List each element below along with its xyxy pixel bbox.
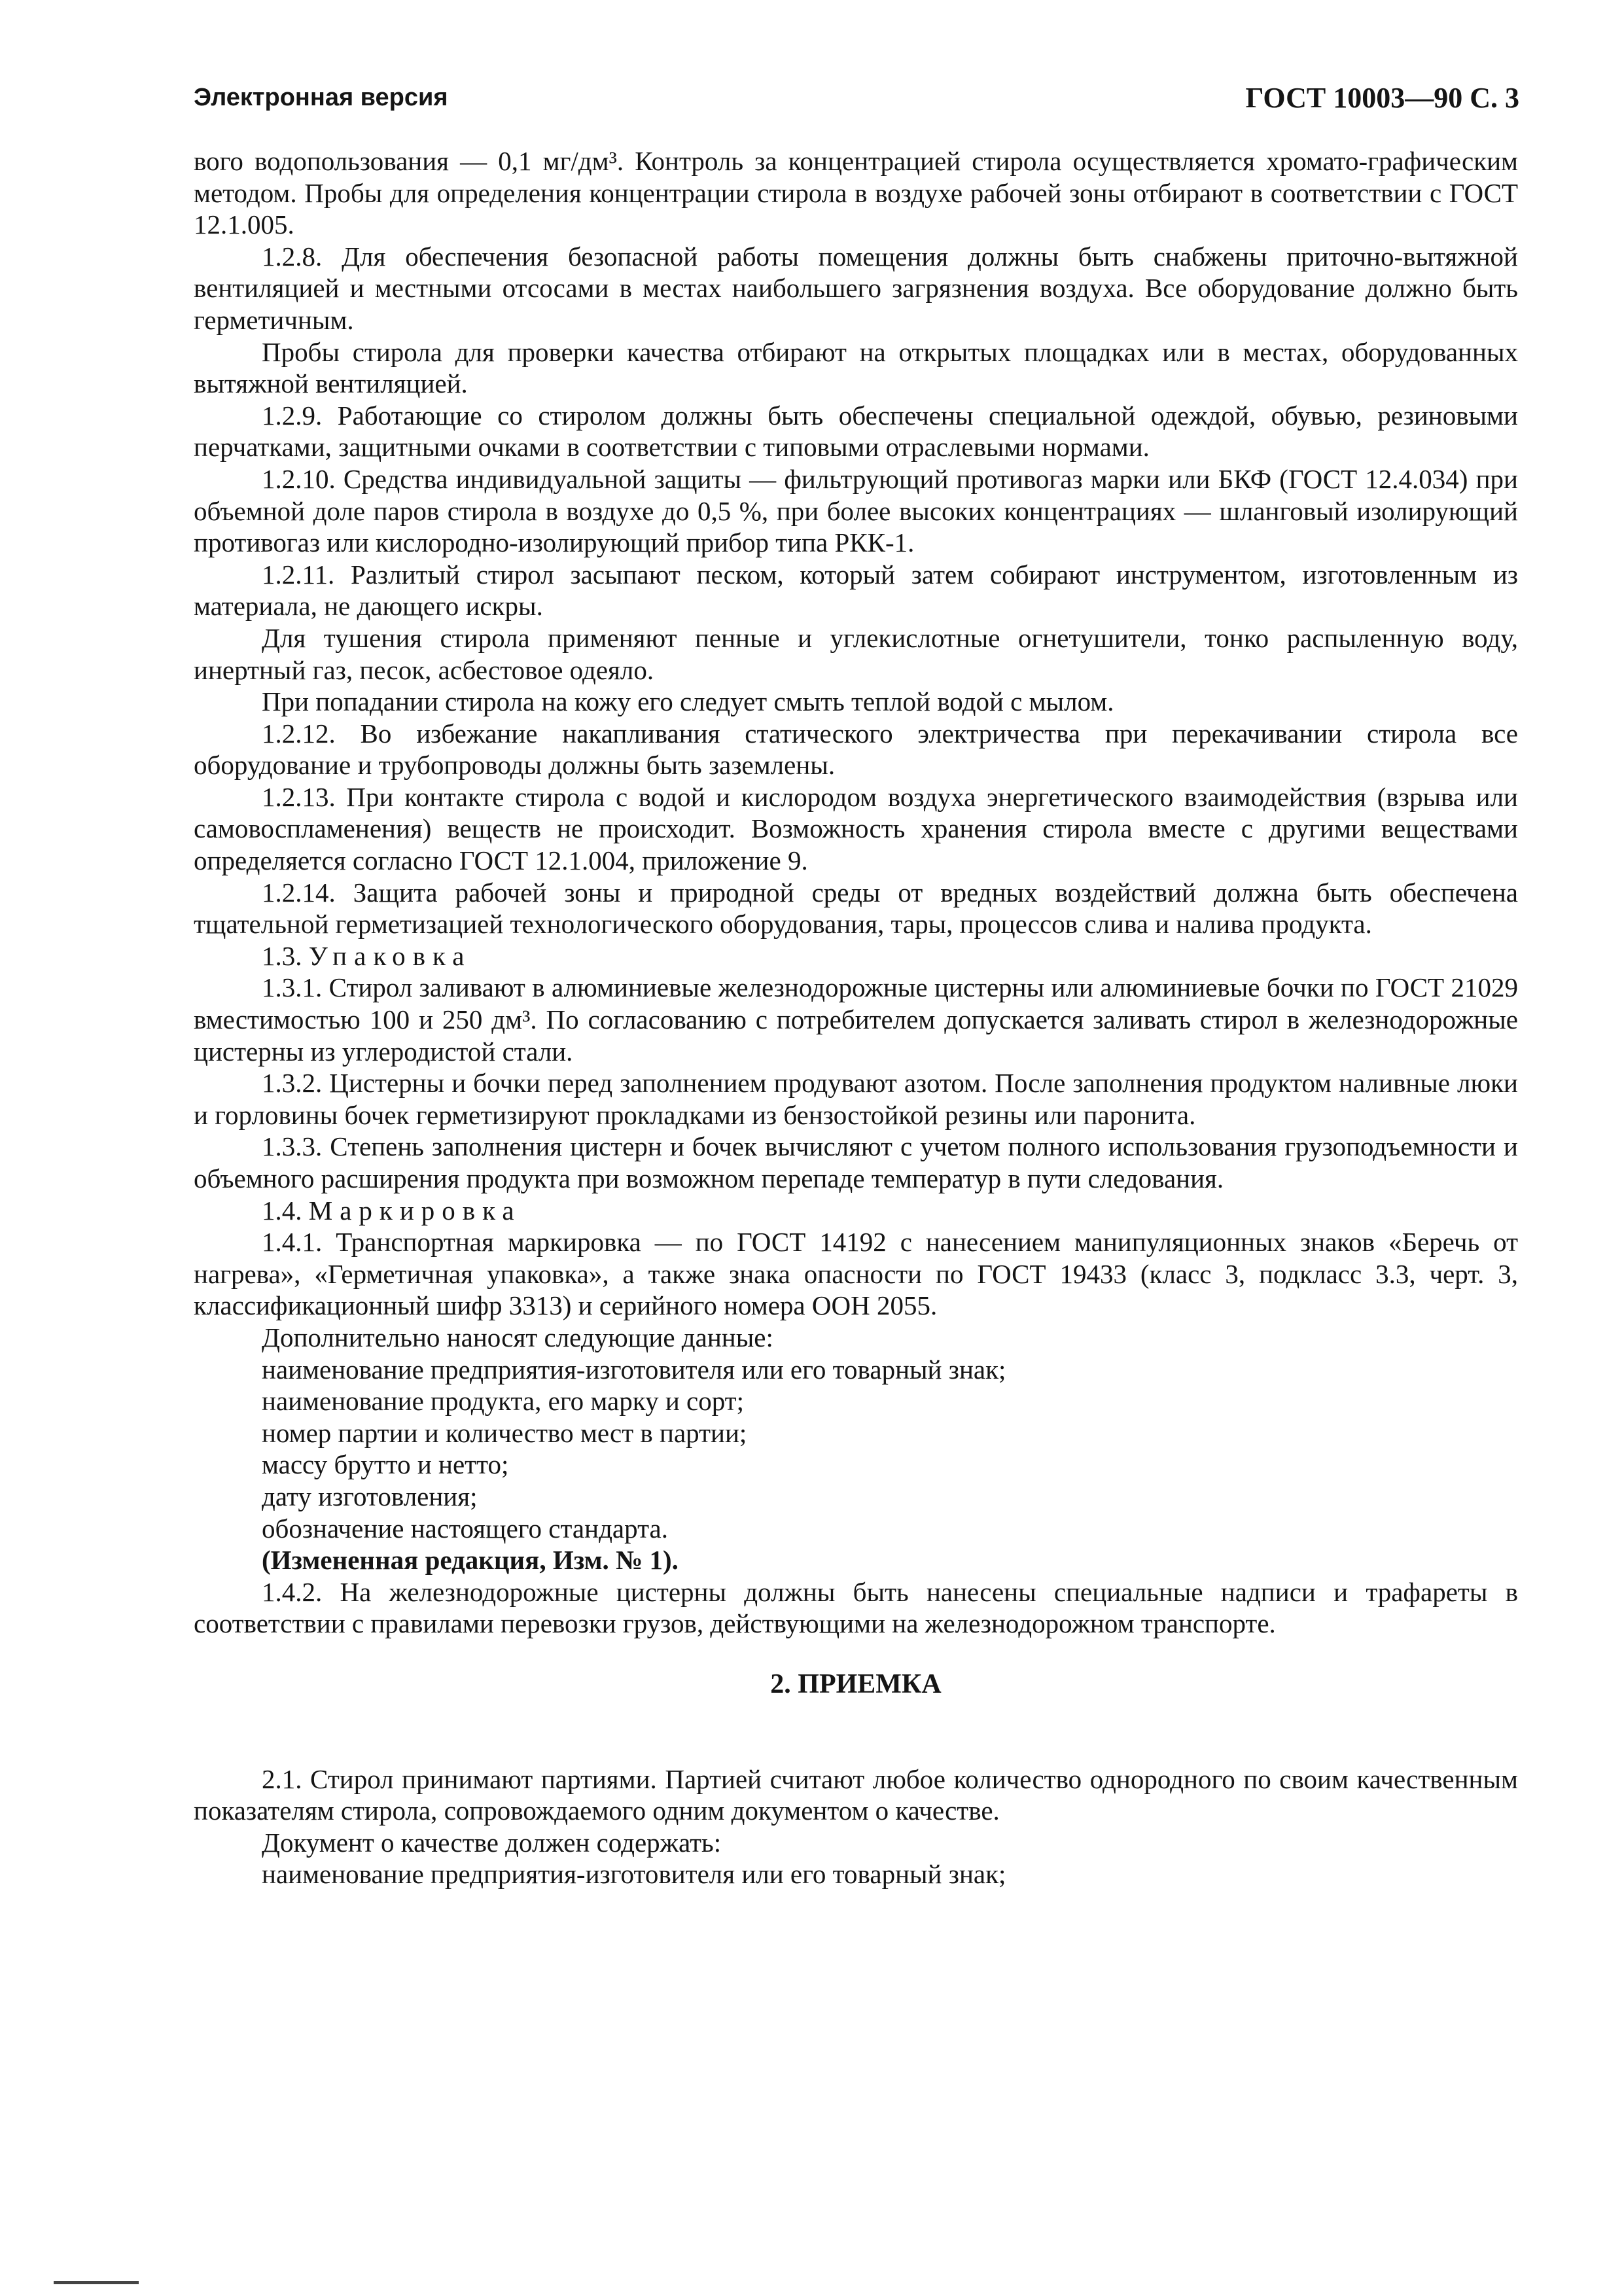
subsection-title: Маркировка	[308, 1195, 521, 1226]
section-heading-acceptance: 2. ПРИЕМКА	[770, 1669, 942, 1699]
subsection-heading-marking	[194, 1195, 1518, 1227]
list-item: наименование предприятия-изготовителя или его товарный знак;	[262, 1354, 1006, 1385]
paragraph-2-1: 2.1. Стирол принимают партиями. Партией считают любое количество однородного по своим качественным показателям стирола, сопровождаемого одним документом о качестве.	[194, 1763, 1518, 1826]
paragraph-1-2-9: 1.2.9. Работающие со стиролом должны быть обеспечены специальной одеждой, обувью, резиновыми перчатками, защитными очками в соответствии с типовыми отраслевыми нормами.	[194, 400, 1518, 463]
paragraph-1-3-2: 1.3.2. Цистерны и бочки перед заполнением продувают азотом. После заполнения продуктом наливные люки и горловины бочек герметизируют прокладками из бензостойкой резины или паронита.	[194, 1068, 1518, 1130]
paragraph-1-2-8: 1.2.8. Для обеспечения безопасной работы помещения должны быть снабжены приточно-вытяжной вентиляцией и местными отсосами в местах наибольшего загрязнения воздуха. Все оборудование должно быть герметичным.	[194, 241, 1518, 335]
paragraph-1-2-14: 1.2.14. Защита рабочей зоны и природной среды от вредных воздействий должна быть обеспечена тщательной герметизацией технологического оборудования, тары, процессов слива и налива продукта.	[194, 877, 1518, 940]
paragraph-1-2-11: 1.2.11. Разлитый стирол засыпают песком, который затем собирают инструментом, изготовленным из материала, не дающего искры.	[194, 559, 1518, 622]
paragraph-skin-contact: При попадании стирола на кожу его следует смыть теплой водой с мылом.	[262, 686, 1114, 717]
subsection-number: 1.3.	[262, 940, 302, 971]
list-item: наименование предприятия-изготовителя или его товарный знак;	[262, 1859, 1006, 1890]
document-body	[194, 145, 1518, 1890]
list-item: дату изготовления;	[262, 1481, 478, 1511]
subsection-number: 1.4.	[262, 1195, 302, 1226]
paragraph-continuation: вого водопользования — 0,1 мг/дм³. Контроль за концентрацией стирола осуществляется хромато-графическим методом. Пробы для определения концентрации стирола в воздухе рабочей зоны отбирают в соответствии с ГОСТ 12.1.005.	[194, 146, 1518, 240]
paragraph-additional-data: Дополнительно наносят следующие данные:	[262, 1322, 773, 1352]
amendment-note: (Измененная редакция, Изм. № 1).	[262, 1545, 679, 1576]
paragraph-1-3-1: 1.3.1. Стирол заливают в алюминиевые железнодорожные цистерны или алюминиевые бочки по ГОСТ 21029 вместимостью 100 и 250 дм³. По согласованию с потребителем допускается заливать стирол в железнодорожные цистерны из углеродистой стали.	[194, 972, 1518, 1067]
paragraph-1-2-13: 1.2.13. При контакте стирола с водой и кислородом воздуха энергетического взаимодействия (взрыва или самовоспламенения) веществ не происходит. Возможность хранения стирола вместе с другими веществами определяется согласно ГОСТ 12.1.004, приложение 9.	[194, 781, 1518, 876]
header-left-label: Электронная версия	[194, 84, 448, 111]
list-item: наименование продукта, его марку и сорт;	[262, 1386, 744, 1417]
page-header	[194, 77, 1519, 123]
paragraph-1-4-1: 1.4.1. Транспортная маркировка — по ГОСТ 14192 с нанесением манипуляционных знаков «Беречь от нагрева», «Герметичная упаковка», а также знака опасности по ГОСТ 19433 (класс 3, подкласс 3.3, черт. 3, классификационный шифр 3313) и серийного номера ООН 2055.	[194, 1227, 1518, 1321]
header-standard-number: ГОСТ 10003—90 С. 3	[1245, 82, 1519, 114]
paragraph-extinguishing: Для тушения стирола применяют пенные и углекислотные огнетушители, тонко распыленную воду, инертный газ, песок, асбестовое одеяло.	[194, 622, 1518, 685]
list-item: массу брутто и нетто;	[262, 1449, 509, 1480]
list-item: обозначение настоящего стандарта.	[262, 1513, 668, 1544]
subsection-heading-packaging	[194, 940, 1518, 972]
paragraph-1-2-12: 1.2.12. Во избежание накапливания статического электричества при перекачивании стирола все оборудование и трубопроводы должны быть заземлены.	[194, 718, 1518, 781]
paragraph-1-3-3: 1.3.3. Степень заполнения цистерн и бочек вычисляют с учетом полного использования грузоподъемности и объемного расширения продукта при возможном перепаде температур в пути следования.	[194, 1131, 1518, 1193]
subsection-title: Упаковка	[308, 940, 472, 971]
paragraph-1-2-10: 1.2.10. Средства индивидуальной защиты — фильтрующий противогаз марки или БКФ (ГОСТ 12.4.034) при объемной доле паров стирола в воздухе до 0,5 %, при более высоких концентрациях — шланговый изолирующий противогаз или кислородно-изолирующий прибор типа РКК-1.	[194, 463, 1518, 558]
paragraph-samples: Пробы стирола для проверки качества отбирают на открытых площадках или в местах, оборудованных вытяжной вентиляцией.	[194, 336, 1518, 399]
paragraph-quality-document: Документ о качестве должен содержать:	[262, 1827, 722, 1858]
scan-artifact-mark	[54, 2281, 139, 2284]
paragraph-1-4-2: 1.4.2. На железнодорожные цистерны должны быть нанесены специальные надписи и трафареты в соответствии с правилами перевозки грузов, действующими на железнодорожном транспорте.	[194, 1576, 1518, 1639]
list-item: номер партии и количество мест в партии;	[262, 1417, 747, 1448]
